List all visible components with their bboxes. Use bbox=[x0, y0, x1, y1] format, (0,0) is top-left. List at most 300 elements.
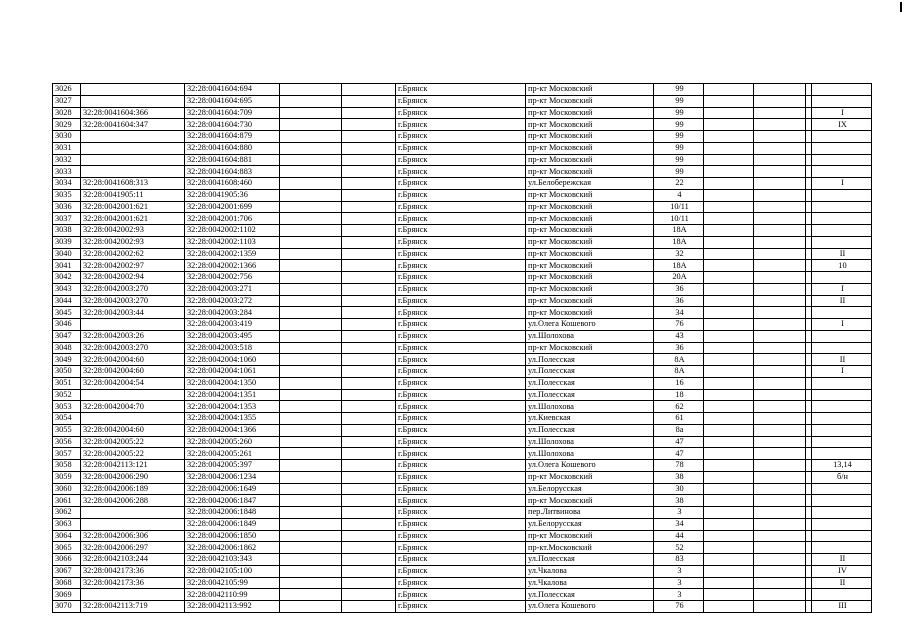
cadastral-number-cell: 32:28:0041608:460 bbox=[185, 178, 280, 190]
blank-cell-b bbox=[342, 154, 396, 166]
blank-cell-b bbox=[342, 166, 396, 178]
parent-cadastral-cell: 32:28:0042006:290 bbox=[81, 471, 185, 483]
parent-cadastral-cell: 32:28:0042006:297 bbox=[81, 542, 185, 554]
premises-number-cell bbox=[812, 448, 872, 460]
table-row bbox=[53, 142, 872, 154]
city-cell: г.Брянск bbox=[396, 424, 526, 436]
cadastral-number-cell: 32:28:0042002:1359 bbox=[185, 248, 280, 260]
blank-cell-a bbox=[280, 377, 342, 389]
premises-number-cell: II bbox=[812, 354, 872, 366]
house-number-cell: 34 bbox=[654, 307, 704, 319]
row-number-cell: 3056 bbox=[53, 436, 81, 448]
parent-cadastral-cell bbox=[81, 84, 185, 96]
blank-cell-b bbox=[342, 225, 396, 237]
premises-number-cell: II bbox=[812, 577, 872, 589]
blank-cell-c bbox=[704, 142, 754, 154]
blank-cell-b bbox=[342, 424, 396, 436]
house-number-cell: 99 bbox=[654, 119, 704, 131]
parent-cadastral-cell: 32:28:0042005:22 bbox=[81, 448, 185, 460]
premises-number-cell bbox=[812, 542, 872, 554]
blank-cell-d bbox=[754, 213, 806, 225]
street-cell: ул.Полесская bbox=[526, 424, 654, 436]
house-number-cell: 20А bbox=[654, 272, 704, 284]
blank-cell-d bbox=[754, 119, 806, 131]
parent-cadastral-cell: 32:28:0042006:288 bbox=[81, 495, 185, 507]
blank-cell-d bbox=[754, 307, 806, 319]
city-cell: г.Брянск bbox=[396, 131, 526, 143]
blank-cell-a bbox=[280, 554, 342, 566]
parent-cadastral-cell: 32:28:0042003:270 bbox=[81, 283, 185, 295]
street-cell: ул.Олега Кошевого bbox=[526, 601, 654, 613]
table-row bbox=[53, 518, 872, 530]
cadastral-number-cell: 32:28:0042004:1355 bbox=[185, 413, 280, 425]
parent-cadastral-cell: 32:28:0042173:36 bbox=[81, 577, 185, 589]
blank-cell-c bbox=[704, 189, 754, 201]
blank-cell-d bbox=[754, 448, 806, 460]
table-row bbox=[53, 495, 872, 507]
blank-cell-a bbox=[280, 142, 342, 154]
blank-cell-a bbox=[280, 319, 342, 331]
blank-cell-c bbox=[704, 589, 754, 601]
house-number-cell: 38 bbox=[654, 495, 704, 507]
blank-cell-b bbox=[342, 131, 396, 143]
blank-cell-b bbox=[342, 554, 396, 566]
house-number-cell: 18А bbox=[654, 260, 704, 272]
parent-cadastral-cell: 32:28:0042103:244 bbox=[81, 554, 185, 566]
blank-cell-c bbox=[704, 413, 754, 425]
blank-cell-a bbox=[280, 577, 342, 589]
city-cell: г.Брянск bbox=[396, 483, 526, 495]
blank-cell-c bbox=[704, 424, 754, 436]
street-cell: пр-кт Московский bbox=[526, 471, 654, 483]
parent-cadastral-cell: 32:28:0042003:26 bbox=[81, 330, 185, 342]
cadastral-number-cell: 32:28:0042002:1102 bbox=[185, 225, 280, 237]
blank-cell-b bbox=[342, 283, 396, 295]
blank-cell-c bbox=[704, 436, 754, 448]
premises-number-cell bbox=[812, 483, 872, 495]
blank-cell-c bbox=[704, 84, 754, 96]
parent-cadastral-cell: 32:28:0042004:54 bbox=[81, 377, 185, 389]
blank-cell-b bbox=[342, 236, 396, 248]
row-number-cell: 3067 bbox=[53, 565, 81, 577]
house-number-cell: 8а bbox=[654, 424, 704, 436]
house-number-cell: 34 bbox=[654, 518, 704, 530]
house-number-cell: 3 bbox=[654, 577, 704, 589]
row-number-cell: 3038 bbox=[53, 225, 81, 237]
street-cell: пр-кт Московский bbox=[526, 213, 654, 225]
city-cell: г.Брянск bbox=[396, 272, 526, 284]
row-number-cell: 3035 bbox=[53, 189, 81, 201]
blank-cell-b bbox=[342, 601, 396, 613]
table-row bbox=[53, 401, 872, 413]
blank-cell-b bbox=[342, 495, 396, 507]
blank-cell-d bbox=[754, 131, 806, 143]
street-cell: ул.Полесская bbox=[526, 389, 654, 401]
blank-cell-c bbox=[704, 530, 754, 542]
street-cell: пр-кт Московский bbox=[526, 84, 654, 96]
blank-cell-d bbox=[754, 389, 806, 401]
blank-cell-c bbox=[704, 389, 754, 401]
blank-cell-b bbox=[342, 107, 396, 119]
house-number-cell: 18А bbox=[654, 236, 704, 248]
city-cell: г.Брянск bbox=[396, 354, 526, 366]
row-number-cell: 3064 bbox=[53, 530, 81, 542]
blank-cell-a bbox=[280, 542, 342, 554]
premises-number-cell bbox=[812, 424, 872, 436]
row-number-cell: 3065 bbox=[53, 542, 81, 554]
blank-cell-b bbox=[342, 436, 396, 448]
table-row bbox=[53, 507, 872, 519]
house-number-cell: 99 bbox=[654, 154, 704, 166]
blank-cell-a bbox=[280, 131, 342, 143]
cadastral-number-cell: 32:28:0042004:1350 bbox=[185, 377, 280, 389]
house-number-cell: 4 bbox=[654, 189, 704, 201]
house-number-cell: 30 bbox=[654, 483, 704, 495]
row-number-cell: 3057 bbox=[53, 448, 81, 460]
cadastral-number-cell: 32:28:0041604:694 bbox=[185, 84, 280, 96]
blank-cell-c bbox=[704, 307, 754, 319]
blank-cell-d bbox=[754, 424, 806, 436]
city-cell: г.Брянск bbox=[396, 589, 526, 601]
house-number-cell: 18А bbox=[654, 225, 704, 237]
blank-cell-a bbox=[280, 166, 342, 178]
city-cell: г.Брянск bbox=[396, 401, 526, 413]
parent-cadastral-cell: 32:28:0041608:313 bbox=[81, 178, 185, 190]
blank-cell-c bbox=[704, 319, 754, 331]
house-number-cell: 47 bbox=[654, 436, 704, 448]
blank-cell-c bbox=[704, 471, 754, 483]
blank-cell-c bbox=[704, 542, 754, 554]
blank-cell-a bbox=[280, 201, 342, 213]
blank-cell-d bbox=[754, 107, 806, 119]
parent-cadastral-cell: 32:28:0042002:94 bbox=[81, 272, 185, 284]
premises-number-cell bbox=[812, 213, 872, 225]
parent-cadastral-cell bbox=[81, 166, 185, 178]
table-row bbox=[53, 366, 872, 378]
blank-cell-a bbox=[280, 213, 342, 225]
house-number-cell: 44 bbox=[654, 530, 704, 542]
cadastral-number-cell: 32:28:0042113:992 bbox=[185, 601, 280, 613]
row-number-cell: 3069 bbox=[53, 589, 81, 601]
city-cell: г.Брянск bbox=[396, 495, 526, 507]
blank-cell-a bbox=[280, 366, 342, 378]
premises-number-cell: б/н bbox=[812, 471, 872, 483]
parent-cadastral-cell: 32:28:0042001:621 bbox=[81, 201, 185, 213]
table-row bbox=[53, 565, 872, 577]
city-cell: г.Брянск bbox=[396, 460, 526, 472]
street-cell: пр-кт Московский bbox=[526, 283, 654, 295]
blank-cell-c bbox=[704, 554, 754, 566]
row-number-cell: 3037 bbox=[53, 213, 81, 225]
premises-number-cell bbox=[812, 236, 872, 248]
blank-cell-c bbox=[704, 260, 754, 272]
house-number-cell: 10/11 bbox=[654, 213, 704, 225]
house-number-cell: 38 bbox=[654, 471, 704, 483]
row-number-cell: 3043 bbox=[53, 283, 81, 295]
house-number-cell: 78 bbox=[654, 460, 704, 472]
table-row bbox=[53, 260, 872, 272]
table-row bbox=[53, 189, 872, 201]
premises-number-cell bbox=[812, 131, 872, 143]
blank-cell-a bbox=[280, 460, 342, 472]
blank-cell-a bbox=[280, 448, 342, 460]
table-row bbox=[53, 601, 872, 613]
premises-number-cell bbox=[812, 401, 872, 413]
table-row bbox=[53, 201, 872, 213]
city-cell: г.Брянск bbox=[396, 377, 526, 389]
parent-cadastral-cell: 32:28:0041604:366 bbox=[81, 107, 185, 119]
blank-cell-b bbox=[342, 413, 396, 425]
premises-number-cell bbox=[812, 377, 872, 389]
parent-cadastral-cell: 32:28:0042004:60 bbox=[81, 354, 185, 366]
house-number-cell: 99 bbox=[654, 95, 704, 107]
blank-cell-d bbox=[754, 225, 806, 237]
city-cell: г.Брянск bbox=[396, 283, 526, 295]
parent-cadastral-cell: 32:28:0042002:93 bbox=[81, 225, 185, 237]
cadastral-number-cell: 32:28:0042103:343 bbox=[185, 554, 280, 566]
blank-cell-d bbox=[754, 330, 806, 342]
house-number-cell: 99 bbox=[654, 107, 704, 119]
blank-cell-d bbox=[754, 460, 806, 472]
parent-cadastral-cell: 32:28:0042001:621 bbox=[81, 213, 185, 225]
premises-number-cell: I bbox=[812, 283, 872, 295]
blank-cell-c bbox=[704, 460, 754, 472]
table-row bbox=[53, 119, 872, 131]
house-number-cell: 99 bbox=[654, 131, 704, 143]
blank-cell-b bbox=[342, 189, 396, 201]
house-number-cell: 18 bbox=[654, 389, 704, 401]
blank-cell-b bbox=[342, 342, 396, 354]
blank-cell-c bbox=[704, 401, 754, 413]
blank-cell-d bbox=[754, 354, 806, 366]
city-cell: г.Брянск bbox=[396, 577, 526, 589]
table-row bbox=[53, 84, 872, 96]
table-row bbox=[53, 436, 872, 448]
city-cell: г.Брянск bbox=[396, 436, 526, 448]
premises-number-cell bbox=[812, 342, 872, 354]
cadastral-number-cell: 32:28:0041604:879 bbox=[185, 131, 280, 143]
blank-cell-b bbox=[342, 565, 396, 577]
premises-number-cell bbox=[812, 189, 872, 201]
blank-cell-b bbox=[342, 530, 396, 542]
row-number-cell: 3055 bbox=[53, 424, 81, 436]
table-row bbox=[53, 424, 872, 436]
cadastral-number-cell: 32:28:0042004:1353 bbox=[185, 401, 280, 413]
blank-cell-d bbox=[754, 495, 806, 507]
blank-cell-d bbox=[754, 601, 806, 613]
city-cell: г.Брянск bbox=[396, 366, 526, 378]
cadastral-number-cell: 32:28:0042003:495 bbox=[185, 330, 280, 342]
blank-cell-d bbox=[754, 518, 806, 530]
cadastral-number-cell: 32:28:0042004:1060 bbox=[185, 354, 280, 366]
blank-cell-a bbox=[280, 236, 342, 248]
premises-number-cell: IX bbox=[812, 119, 872, 131]
cadastral-number-cell: 32:28:0042004:1061 bbox=[185, 366, 280, 378]
house-number-cell: 99 bbox=[654, 84, 704, 96]
city-cell: г.Брянск bbox=[396, 448, 526, 460]
premises-number-cell bbox=[812, 166, 872, 178]
cadastral-number-cell: 32:28:0042004:1351 bbox=[185, 389, 280, 401]
blank-cell-d bbox=[754, 201, 806, 213]
row-number-cell: 3061 bbox=[53, 495, 81, 507]
table-row bbox=[53, 483, 872, 495]
city-cell: г.Брянск bbox=[396, 530, 526, 542]
city-cell: г.Брянск bbox=[396, 154, 526, 166]
table-row bbox=[53, 577, 872, 589]
row-number-cell: 3054 bbox=[53, 413, 81, 425]
blank-cell-b bbox=[342, 377, 396, 389]
blank-cell-d bbox=[754, 377, 806, 389]
cadastral-number-cell: 32:28:0042003:272 bbox=[185, 295, 280, 307]
row-number-cell: 3063 bbox=[53, 518, 81, 530]
blank-cell-a bbox=[280, 389, 342, 401]
table-row bbox=[53, 213, 872, 225]
city-cell: г.Брянск bbox=[396, 213, 526, 225]
city-cell: г.Брянск bbox=[396, 518, 526, 530]
row-number-cell: 3070 bbox=[53, 601, 81, 613]
blank-cell-b bbox=[342, 119, 396, 131]
row-number-cell: 3039 bbox=[53, 236, 81, 248]
parent-cadastral-cell bbox=[81, 154, 185, 166]
cadastral-number-cell: 32:28:0042006:1649 bbox=[185, 483, 280, 495]
house-number-cell: 3 bbox=[654, 507, 704, 519]
blank-cell-b bbox=[342, 401, 396, 413]
blank-cell-a bbox=[280, 260, 342, 272]
blank-cell-c bbox=[704, 131, 754, 143]
blank-cell-b bbox=[342, 507, 396, 519]
blank-cell-a bbox=[280, 283, 342, 295]
city-cell: г.Брянск bbox=[396, 307, 526, 319]
house-number-cell: 10/11 bbox=[654, 201, 704, 213]
cadastral-number-cell: 32:28:0042002:1103 bbox=[185, 236, 280, 248]
table-row bbox=[53, 225, 872, 237]
house-number-cell: 83 bbox=[654, 554, 704, 566]
street-cell: пр-кт Московский bbox=[526, 107, 654, 119]
street-cell: пр-кт.Московский bbox=[526, 542, 654, 554]
row-number-cell: 3058 bbox=[53, 460, 81, 472]
blank-cell-c bbox=[704, 342, 754, 354]
street-cell: ул.Шолохова bbox=[526, 401, 654, 413]
city-cell: г.Брянск bbox=[396, 142, 526, 154]
row-number-cell: 3050 bbox=[53, 366, 81, 378]
blank-cell-a bbox=[280, 295, 342, 307]
blank-cell-c bbox=[704, 283, 754, 295]
blank-cell-a bbox=[280, 95, 342, 107]
blank-cell-d bbox=[754, 319, 806, 331]
blank-cell-b bbox=[342, 518, 396, 530]
cadastral-number-cell: 32:28:0041604:880 bbox=[185, 142, 280, 154]
blank-cell-c bbox=[704, 178, 754, 190]
table-row bbox=[53, 131, 872, 143]
parent-cadastral-cell: 32:28:0042003:270 bbox=[81, 342, 185, 354]
table-row bbox=[53, 95, 872, 107]
premises-number-cell bbox=[812, 272, 872, 284]
parent-cadastral-cell bbox=[81, 389, 185, 401]
street-cell: пр-кт Московский bbox=[526, 260, 654, 272]
parent-cadastral-cell: 32:28:0042004:60 bbox=[81, 366, 185, 378]
house-number-cell: 3 bbox=[654, 589, 704, 601]
blank-cell-c bbox=[704, 448, 754, 460]
city-cell: г.Брянск bbox=[396, 342, 526, 354]
blank-cell-a bbox=[280, 530, 342, 542]
blank-cell-a bbox=[280, 401, 342, 413]
street-cell: ул.Белорусская bbox=[526, 483, 654, 495]
cadastral-number-cell: 32:28:0042105:100 bbox=[185, 565, 280, 577]
city-cell: г.Брянск bbox=[396, 248, 526, 260]
table-row bbox=[53, 107, 872, 119]
cadastral-number-cell: 32:28:0041604:709 bbox=[185, 107, 280, 119]
street-cell: пр-кт Московский bbox=[526, 342, 654, 354]
parent-cadastral-cell bbox=[81, 413, 185, 425]
city-cell: г.Брянск bbox=[396, 319, 526, 331]
street-cell: ул.Белорусская bbox=[526, 518, 654, 530]
table-row bbox=[53, 319, 872, 331]
blank-cell-c bbox=[704, 577, 754, 589]
parent-cadastral-cell bbox=[81, 95, 185, 107]
house-number-cell: 61 bbox=[654, 413, 704, 425]
parent-cadastral-cell: 32:28:0042173:36 bbox=[81, 565, 185, 577]
row-number-cell: 3034 bbox=[53, 178, 81, 190]
blank-cell-d bbox=[754, 248, 806, 260]
register-rows bbox=[53, 84, 872, 613]
table-row bbox=[53, 460, 872, 472]
blank-cell-a bbox=[280, 601, 342, 613]
premises-number-cell bbox=[812, 518, 872, 530]
premises-number-cell bbox=[812, 330, 872, 342]
blank-cell-a bbox=[280, 119, 342, 131]
blank-cell-d bbox=[754, 401, 806, 413]
property-register-table bbox=[52, 83, 872, 613]
table-row bbox=[53, 307, 872, 319]
table-row bbox=[53, 413, 872, 425]
parent-cadastral-cell: 32:28:0042004:70 bbox=[81, 401, 185, 413]
premises-number-cell bbox=[812, 307, 872, 319]
street-cell: ул.Чкалова bbox=[526, 577, 654, 589]
row-number-cell: 3040 bbox=[53, 248, 81, 260]
blank-cell-c bbox=[704, 483, 754, 495]
street-cell: пр-кт Московский bbox=[526, 166, 654, 178]
row-number-cell: 3053 bbox=[53, 401, 81, 413]
city-cell: г.Брянск bbox=[396, 565, 526, 577]
blank-cell-a bbox=[280, 495, 342, 507]
street-cell: ул.Полесская bbox=[526, 377, 654, 389]
cadastral-number-cell: 32:28:0041905:36 bbox=[185, 189, 280, 201]
house-number-cell: 36 bbox=[654, 342, 704, 354]
street-cell: ул.Шолохова bbox=[526, 436, 654, 448]
street-cell: пр-кт Московский bbox=[526, 142, 654, 154]
blank-cell-c bbox=[704, 366, 754, 378]
city-cell: г.Брянск bbox=[396, 225, 526, 237]
premises-number-cell bbox=[812, 436, 872, 448]
blank-cell-d bbox=[754, 471, 806, 483]
blank-cell-c bbox=[704, 354, 754, 366]
blank-cell-b bbox=[342, 330, 396, 342]
parent-cadastral-cell bbox=[81, 319, 185, 331]
blank-cell-a bbox=[280, 483, 342, 495]
cadastral-number-cell: 32:28:0042003:271 bbox=[185, 283, 280, 295]
blank-cell-d bbox=[754, 154, 806, 166]
city-cell: г.Брянск bbox=[396, 95, 526, 107]
house-number-cell: 16 bbox=[654, 377, 704, 389]
blank-cell-c bbox=[704, 272, 754, 284]
parent-cadastral-cell: 32:28:0042003:270 bbox=[81, 295, 185, 307]
blank-cell-b bbox=[342, 95, 396, 107]
blank-cell-d bbox=[754, 436, 806, 448]
blank-cell-b bbox=[342, 272, 396, 284]
blank-cell-a bbox=[280, 436, 342, 448]
blank-cell-b bbox=[342, 201, 396, 213]
cadastral-number-cell: 32:28:0042105:99 bbox=[185, 577, 280, 589]
